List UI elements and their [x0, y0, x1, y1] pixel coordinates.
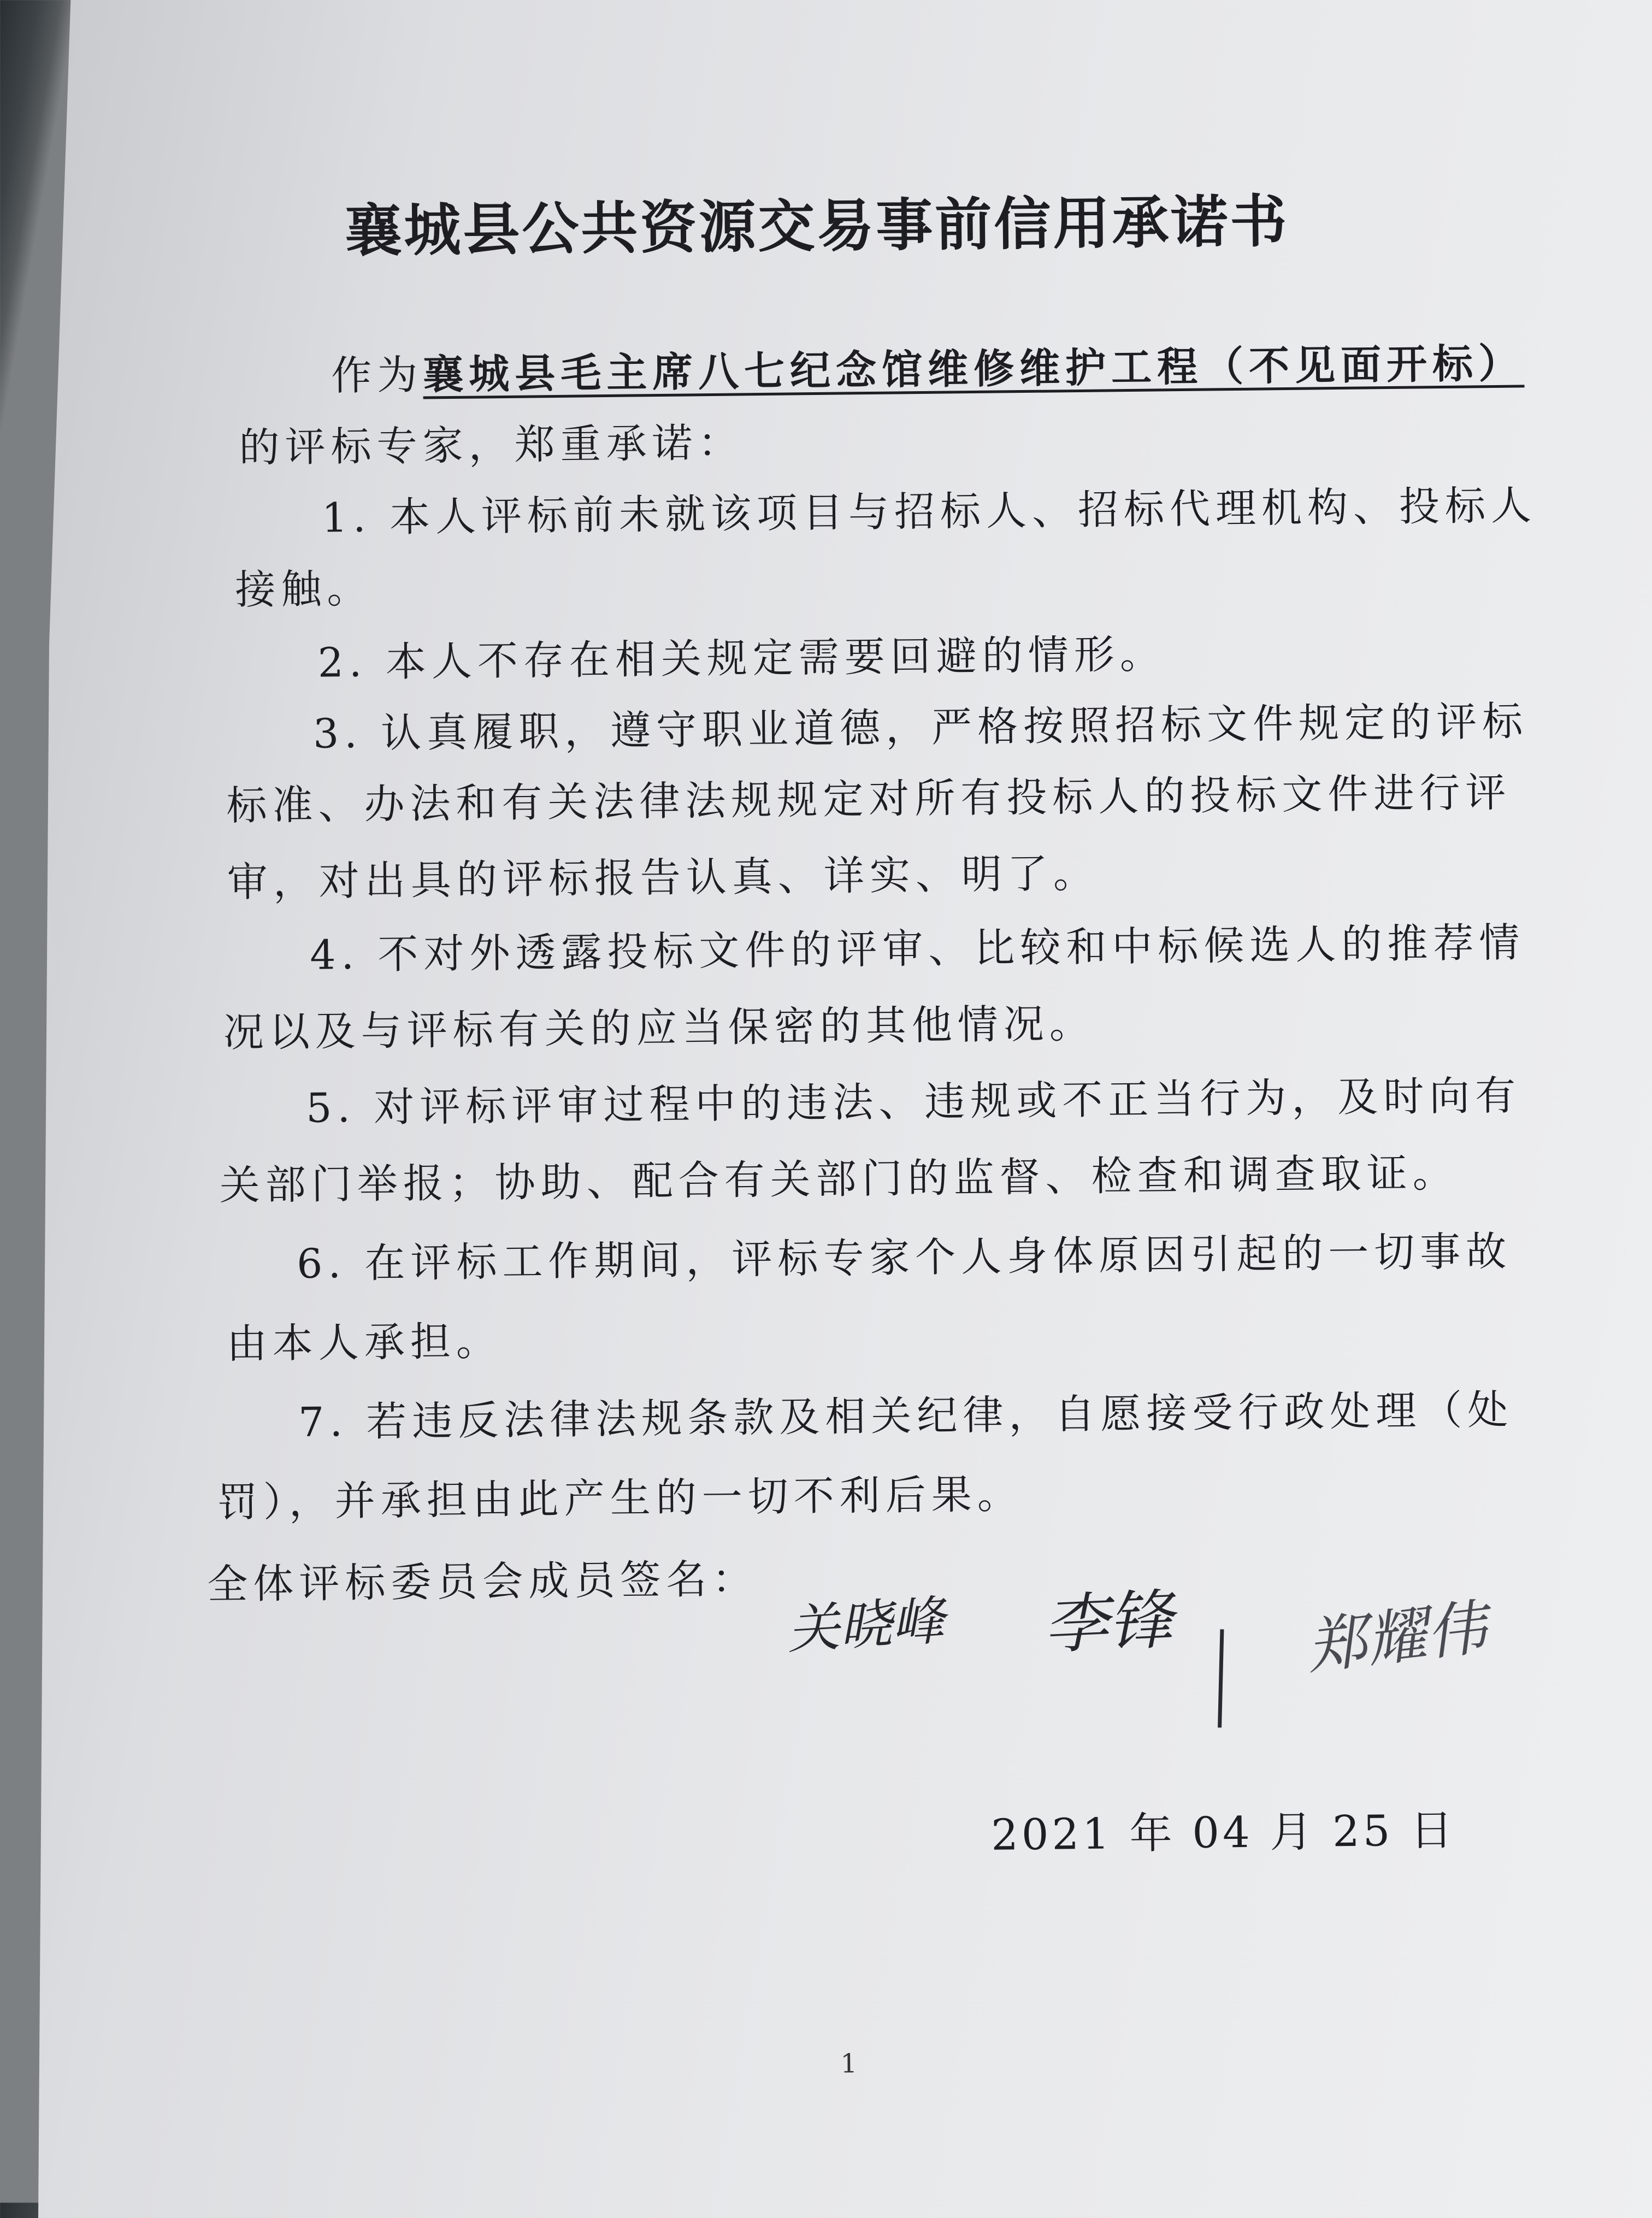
signature-2-stroke	[1218, 1629, 1224, 1727]
intro-suffix: 的评标专家，郑重承诺：	[239, 419, 744, 472]
item-7-line-2: 罚），并承担由此产生的一切不利后果。	[217, 1471, 1024, 1526]
item-4-line-1: 4. 不对外透露投标文件的评审、比较和中标候选人的推荐情	[309, 919, 1525, 979]
project-name: 襄城县毛主席八七纪念馆维修维护工程（不见面开标）	[422, 340, 1525, 399]
intro-prefix: 作为	[331, 351, 423, 400]
item-3-line-2: 标准、办法和有关法律法规规定对所有投标人的投标文件进行评	[226, 769, 1512, 830]
item-7-line-1: 7. 若违反法律法规条款及相关纪律，自愿接受行政处理（处	[298, 1386, 1514, 1447]
signature-1: 关晓峰	[785, 1590, 946, 1661]
item-3-line-1: 3. 认真履职，遵守职业道德，严格按照招标文件规定的评标	[312, 698, 1529, 758]
item-4-line-2: 况以及与评标有关的应当保密的其他情况。	[223, 1000, 1096, 1057]
item-5-line-1: 5. 对评标评审过程中的违法、违规或不正当行为，及时向有	[305, 1072, 1521, 1132]
intro-line	[331, 331, 1525, 402]
item-6-line-2: 由本人承担。	[226, 1318, 503, 1368]
item-6-line-1: 6. 在评标工作期间，评标专家个人身体原因引起的一切事故	[296, 1228, 1512, 1288]
item-2-line-1: 2. 本人不存在相关规定需要回避的情形。	[317, 630, 1166, 687]
item-1-line-2: 接触。	[234, 565, 373, 614]
signature-3: 郑耀伟	[1303, 1592, 1490, 1683]
signature-2: 李锋	[1042, 1582, 1175, 1663]
sign-date: 2021 年 04 月 25 日	[990, 1806, 1456, 1860]
item-5-line-2: 关部门举报；协助、配合有关部门的监督、检查和调查取证。	[219, 1149, 1459, 1210]
signature-label: 全体评标委员会成员签名：	[206, 1555, 758, 1608]
item-1-line-1: 1. 本人评标前未就该项目与招标人、招标代理机构、投标人	[321, 482, 1537, 542]
page-number: 1	[840, 2048, 858, 2079]
document-title: 襄城县公共资源交易事前信用承诺书	[344, 187, 1289, 265]
item-3-line-3: 审，对出具的评标报告认真、详实、明了。	[227, 850, 1100, 906]
